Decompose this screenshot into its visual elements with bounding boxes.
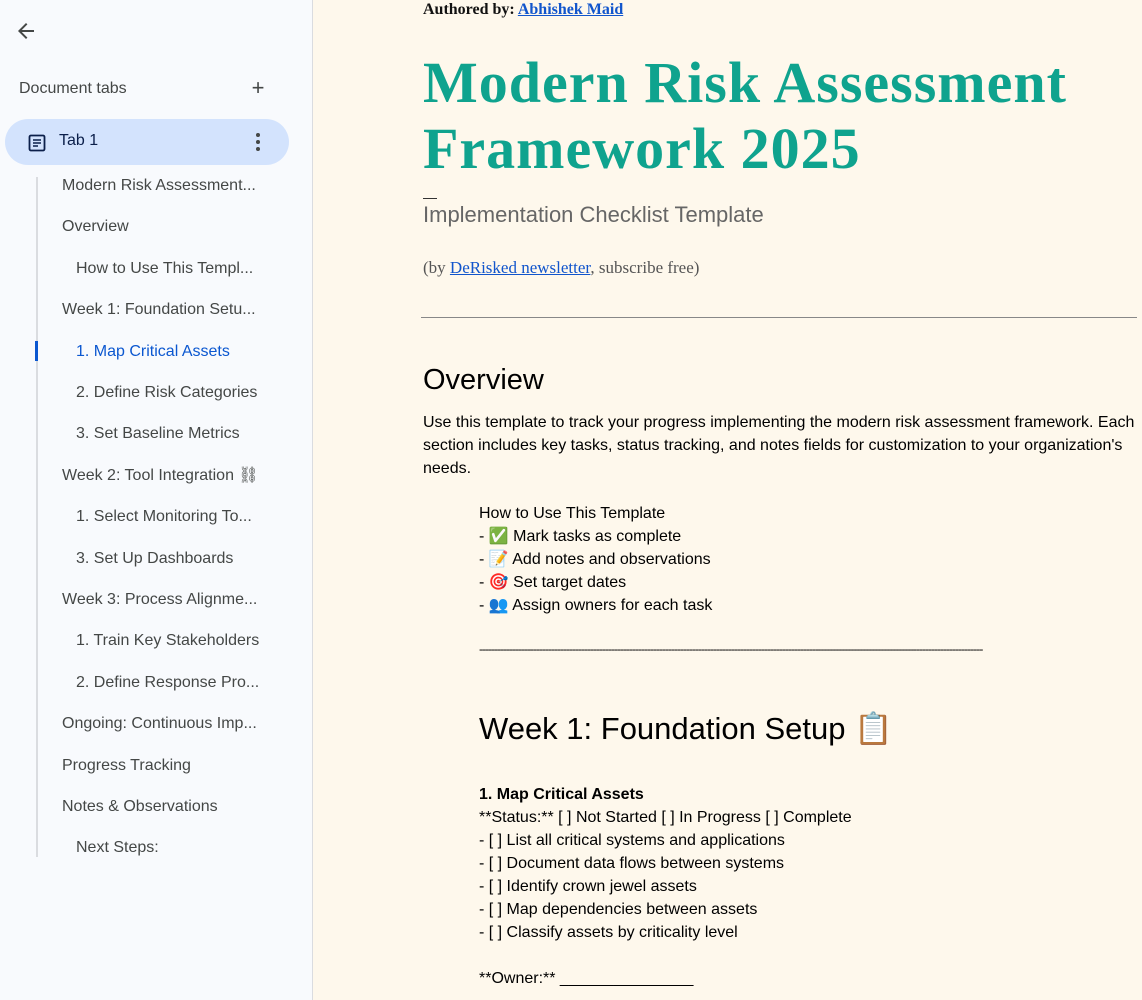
- tab-label: Tab 1: [59, 132, 99, 149]
- how-to-title: How to Use This Template: [479, 505, 666, 522]
- separator-line: ------------------------------------------------------------------------------------------------------------------------------------------------------------------------: [479, 642, 983, 656]
- week1-heading: Week 1: Foundation Setup 📋: [479, 711, 893, 746]
- newsletter-link[interactable]: DeRisked newsletter: [449, 258, 591, 277]
- outline-item[interactable]: Next Steps:: [76, 839, 159, 857]
- owner-line: **Owner:** _______________: [479, 970, 694, 987]
- how-to-item: - 🎯 Set target dates: [479, 574, 627, 591]
- byline-prefix: (by: [423, 258, 450, 277]
- document-title: Modern Risk Assessment Framework 2025: [423, 50, 1067, 181]
- outline-item[interactable]: Modern Risk Assessment...: [62, 177, 256, 194]
- how-to-item: - 📝 Add notes and observations: [479, 551, 711, 568]
- outline-item[interactable]: Ongoing: Continuous Imp...: [62, 715, 257, 733]
- document-tabs-heading: Document tabs: [19, 80, 127, 97]
- outline-item[interactable]: Progress Tracking: [62, 756, 191, 774]
- section-title: 1. Map Critical Assets: [479, 786, 644, 803]
- outline-item[interactable]: 3. Set Baseline Metrics: [76, 425, 240, 443]
- document-tabs-sidebar: [0, 0, 313, 1000]
- outline-item[interactable]: 1. Select Monitoring To...: [76, 508, 252, 526]
- back-arrow-icon[interactable]: [14, 19, 38, 43]
- task-item: - [ ] Identify crown jewel assets: [479, 878, 697, 895]
- outline-item[interactable]: 2. Define Response Pro...: [76, 673, 260, 691]
- author-line: [423, 0, 1138, 20]
- outline-item[interactable]: 3. Set Up Dashboards: [76, 549, 234, 567]
- author-label: Authored by:: [423, 1, 515, 18]
- author-link[interactable]: Abhishek Maid: [517, 1, 624, 18]
- outline-item[interactable]: Notes & Observations: [62, 798, 218, 815]
- outline-item[interactable]: 1. Train Key Stakeholders: [76, 632, 260, 650]
- overview-paragraph: Use this template to track your progress implementing the modern risk assessment framework. Each section includes key tasks, status tracking, and notes fields for customization to your organization's needs.: [423, 414, 1135, 477]
- add-tab-button[interactable]: +: [251, 75, 265, 100]
- task-item: - [ ] Map dependencies between assets: [479, 901, 758, 918]
- map-assets-section: [479, 783, 1138, 990]
- task-item: - [ ] Classify assets by criticality level: [479, 924, 738, 941]
- status-line: **Status:** [ ] Not Started [ ] In Progress [ ] Complete: [479, 809, 852, 826]
- how-to-item: - 👥 Assign owners for each task: [479, 597, 713, 614]
- outline-item[interactable]: How to Use This Templ...: [76, 259, 254, 277]
- document-subtitle: Implementation Checklist Template: [423, 202, 764, 227]
- byline-suffix: , subscribe free): [590, 258, 700, 277]
- outline-item[interactable]: 1. Map Critical Assets: [76, 342, 230, 360]
- horizontal-rule: [421, 317, 1137, 318]
- task-item: - [ ] Document data flows between systems: [479, 855, 785, 872]
- document-page[interactable]: [313, 0, 1142, 1000]
- how-to-item: - ✅ Mark tasks as complete: [479, 528, 682, 545]
- task-item: - [ ] List all critical systems and applications: [479, 832, 785, 849]
- outline-item[interactable]: Week 3: Process Alignme...: [62, 591, 258, 608]
- how-to-block: [479, 502, 1138, 617]
- outline-item[interactable]: Week 2: Tool Integration ⛓: [62, 466, 259, 484]
- outline-item[interactable]: 2. Define Risk Categories: [76, 384, 258, 401]
- tab-1[interactable]: [5, 119, 289, 165]
- active-heading-indicator: [35, 341, 38, 361]
- byline: [423, 257, 1138, 279]
- document-icon: [28, 134, 46, 157]
- overview-heading: Overview: [423, 364, 544, 396]
- outline-item[interactable]: Week 1: Foundation Setu...: [62, 301, 256, 319]
- more-options-icon[interactable]: [249, 131, 267, 153]
- outline-guide-line: [36, 177, 38, 857]
- title-dash: [423, 198, 437, 199]
- outline-item[interactable]: Overview: [62, 218, 129, 236]
